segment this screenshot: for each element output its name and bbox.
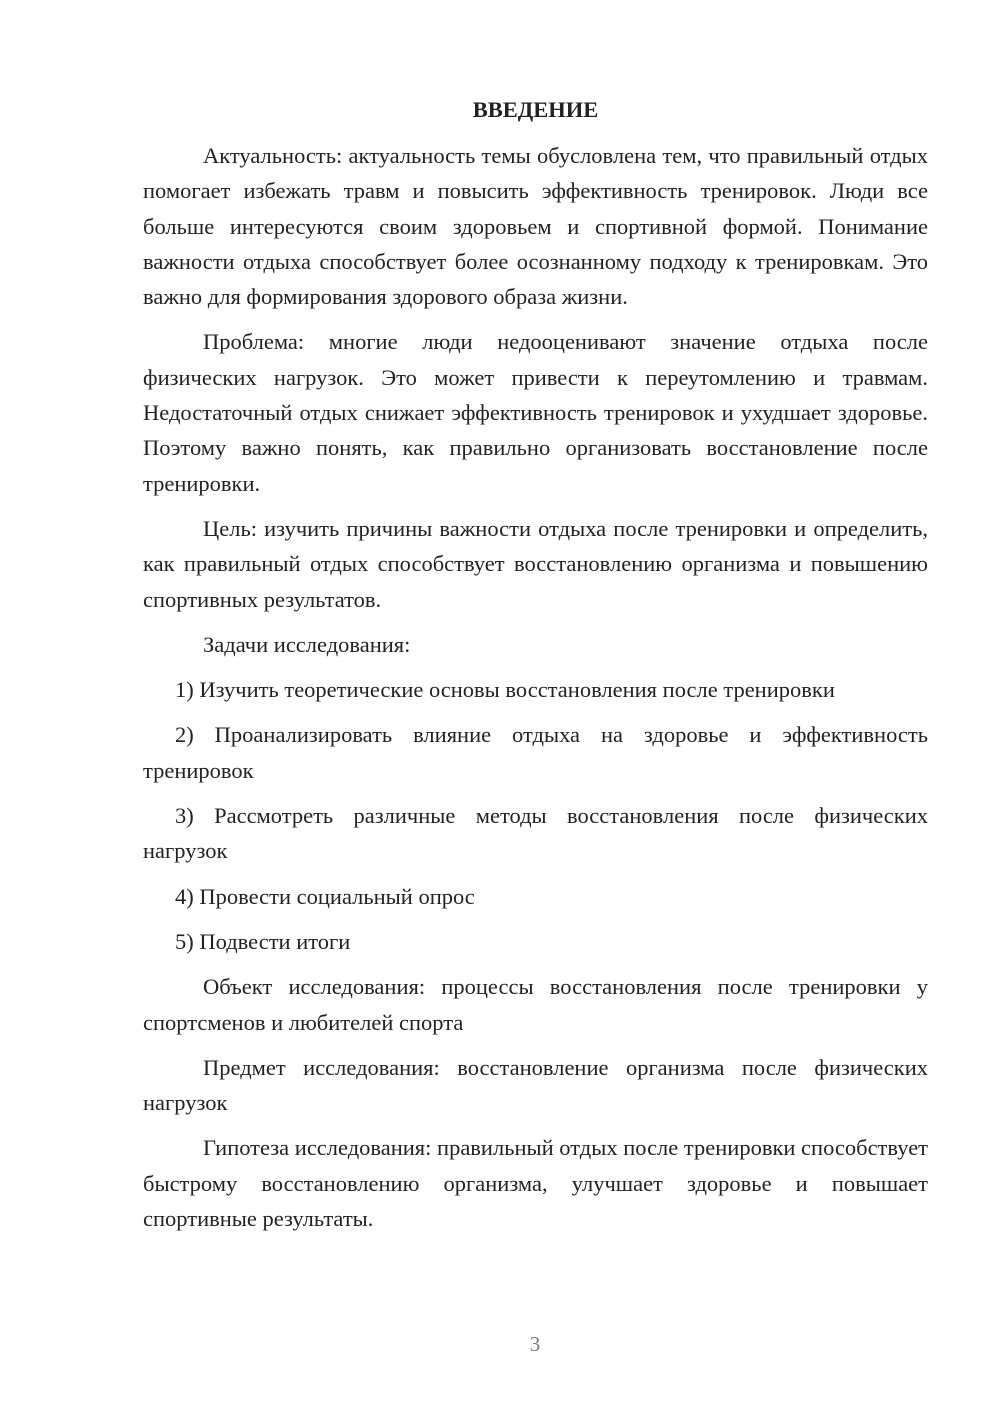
task-item-4: 4) Провести социальный опрос (175, 883, 475, 909)
task-item-3: 3) Рассмотреть различные методы восстановления после физических нагрузок (143, 803, 928, 864)
goal-paragraph: Цель: изучить причины важности отдыха после тренировки и определить, как правильный отдых способствует восстановлению организма и повышению спортивных результатов. (143, 515, 928, 612)
document-page (143, 94, 928, 1236)
object-paragraph: Объект исследования: процессы восстановления после тренировки у спортсменов и любителей спорта (143, 974, 928, 1035)
problem-paragraph: Проблема: многие люди недооценивают значение отдыха после физических нагрузок. Это может привести к переутомлению и травмам. Недостаточный отдых снижает эффективность тренировок и ухудшает здоровье. Поэтому важно понять, как правильно организовать восстановление после тренировки. (143, 329, 928, 496)
task-item-5: 5) Подвести итоги (175, 928, 351, 954)
subject-paragraph: Предмет исследования: восстановление организма после физических нагрузок (143, 1054, 928, 1116)
page-number: 3 (529, 1332, 541, 1356)
tasks-heading: Задачи исследования: (203, 631, 411, 657)
hypothesis-paragraph: Гипотеза исследования: правильный отдых после тренировки способствует быстрому восстановлению организма, улучшает здоровье и повышает спортивные результаты. (143, 1135, 929, 1232)
task-item-1: 1) Изучить теоретические основы восстановления после тренировки (175, 677, 835, 703)
relevance-paragraph: Актуальность: актуальность темы обусловлена тем, что правильный отдых помогает избежать травм и повысить эффективность тренировок. Люди все больше интересуются своим здоровьем и спортивной формой. Понимание важности отдыха способствует более осознанному подходу к тренировкам. Это важно для формирования здорового образа жизни. (143, 143, 928, 310)
task-item-2: 2) Проанализировать влияние отдыха на здоровье и эффективность тренировок (143, 722, 928, 783)
page-title: ВВЕДЕНИЕ (472, 97, 599, 122)
